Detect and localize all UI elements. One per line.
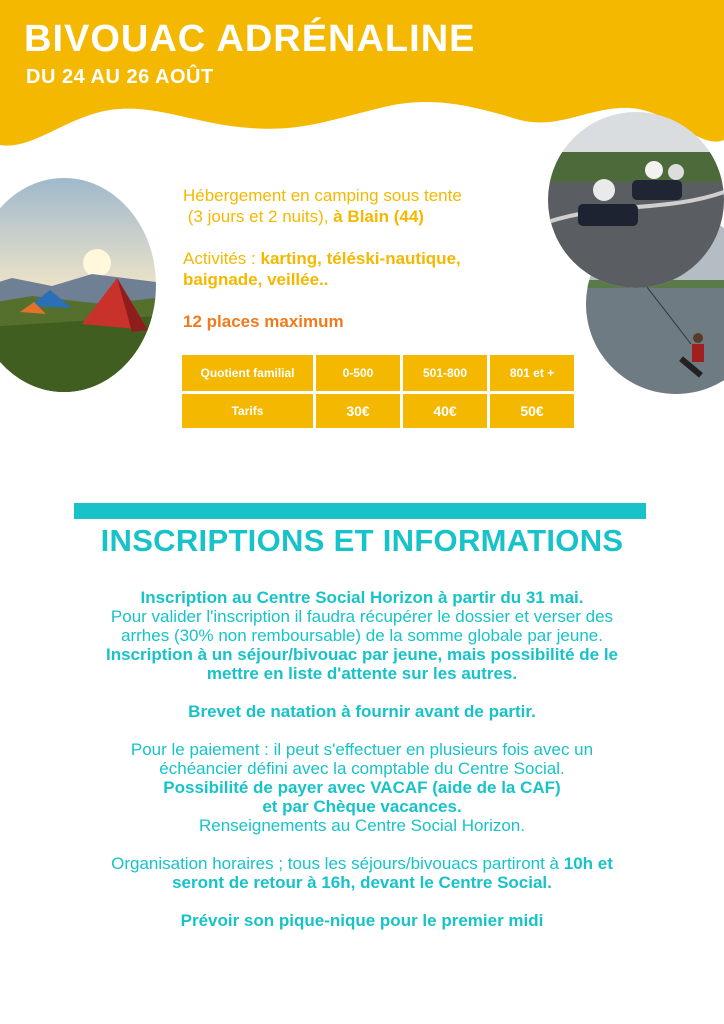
price-cell: 50€ (490, 394, 574, 428)
event-title: BIVOUAC ADRÉNALINE (24, 18, 476, 60)
info-line: Pour le paiement : il peut s'effectuer en plusieurs fois avec un (130, 740, 594, 759)
info-line: et par Chèque vacances. (262, 797, 462, 816)
section-divider (74, 503, 646, 519)
info-line: seront de retour à 16h, devant le Centre Social. (172, 873, 552, 892)
table-row (182, 394, 574, 428)
info-line: Possibilité de payer avec VACAF (aide de la CAF) (163, 778, 561, 797)
section-title: INSCRIPTIONS ET INFORMATIONS (100, 523, 624, 558)
info-line: mettre en liste d'attente sur les autres. (206, 664, 518, 683)
event-info (183, 185, 563, 290)
table-row (182, 355, 574, 391)
activities-line-2: baignade, veillée.. (183, 270, 329, 289)
info-line: Renseignements au Centre Social Horizon. (198, 816, 525, 835)
registration-info (30, 588, 694, 930)
info-line: échéancier défini avec la comptable du Centre Social. (159, 759, 565, 778)
info-line: Pour valider l'inscription il faudra récupérer le dossier et verser des (110, 607, 614, 626)
info-line: Organisation horaires ; tous les séjours/bivouacs partiront à 10h et (111, 854, 613, 873)
info-line: Brevet de natation à fournir avant de partir. (188, 702, 536, 721)
lodging-line-1: Hébergement en camping sous tente (183, 186, 462, 205)
bracket-cell: 501-800 (403, 355, 487, 391)
event-dates: DU 24 AU 26 AOÛT (26, 66, 214, 88)
lodging-place: à Blain (44) (333, 207, 424, 226)
tarifs-label: Tarifs (182, 394, 313, 428)
bracket-cell: 0-500 (316, 355, 400, 391)
bracket-cell: 801 et + (490, 355, 574, 391)
tarif-table (182, 355, 574, 431)
info-line: Inscription au Centre Social Horizon à partir du 31 mai. (140, 588, 584, 607)
info-line: Prévoir son pique-nique pour le premier midi (180, 911, 544, 930)
price-cell: 40€ (403, 394, 487, 428)
lodging-line-2: (3 jours et 2 nuits), à Blain (44) (187, 207, 424, 226)
info-line: Inscription à un séjour/bivouac par jeune, mais possibilité de le (105, 645, 619, 664)
activities-line-1: Activités : karting, téléski-nautique, (183, 249, 461, 268)
camping-photo (0, 178, 156, 392)
places-max: 12 places maximum (183, 312, 344, 331)
info-line: arrhes (30% non remboursable) de la somme globale par jeune. (121, 626, 603, 645)
quotient-header: Quotient familial (182, 355, 313, 391)
karting-photo (548, 112, 724, 288)
price-cell: 30€ (316, 394, 400, 428)
